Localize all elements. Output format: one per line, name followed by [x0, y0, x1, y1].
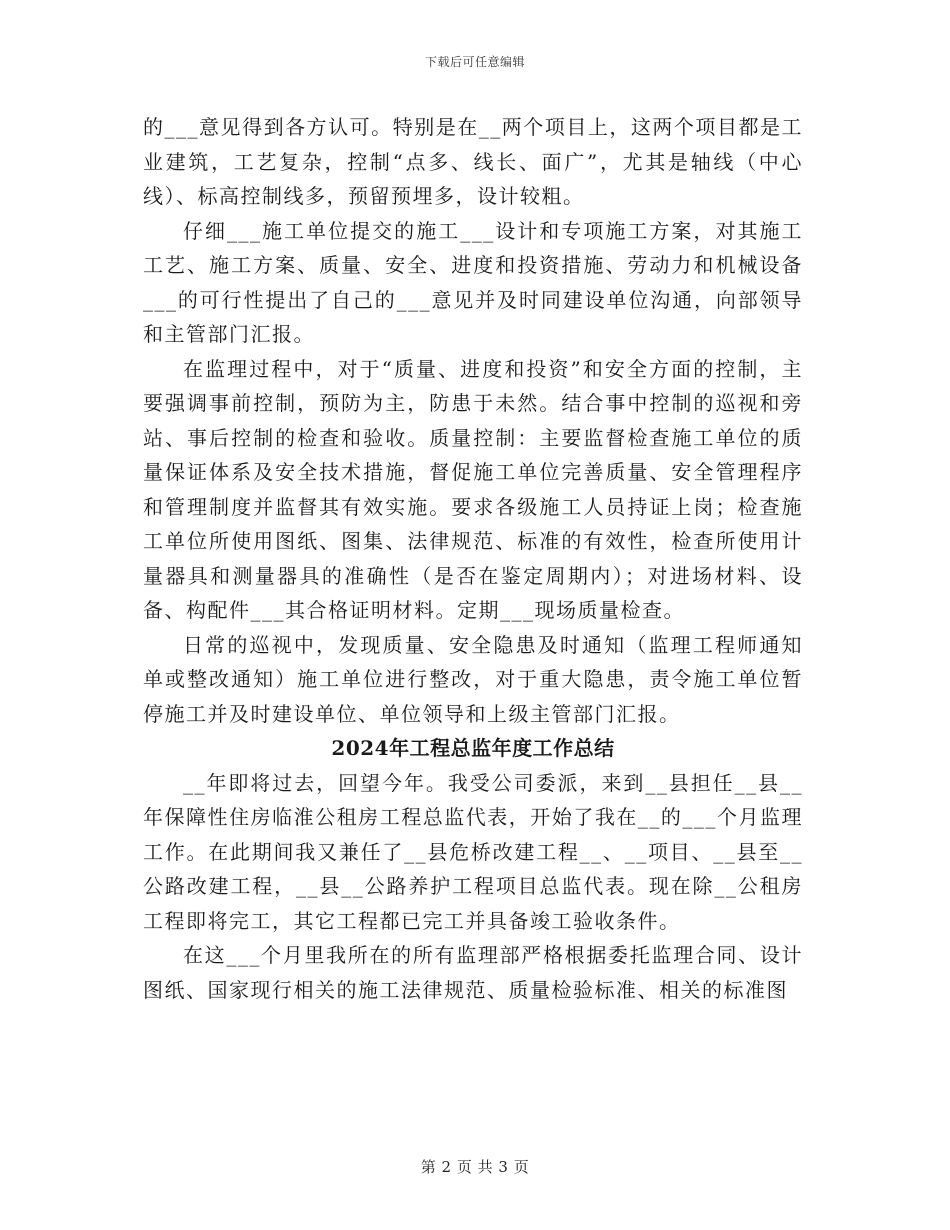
paragraph-construction-plan-review: 仔细___施工单位提交的施工___设计和专项施工方案，对其施工工艺、施工方案、质量、安全、进度和投资措施、劳动力和机械设备___的可行性提出了自己的___意见并及时同建设单位沟通，向部领导和主管部门汇报。: [143, 218, 803, 346]
paragraph-continuation: 的___意见得到各方认可。特别是在__两个项目上，这两个项目都是工业建筑，工艺复杂，控制“点多、线长、面广”，尤其是轴线（中心线）、标高控制线多，预留预埋多，设计较粗。: [143, 115, 803, 208]
paragraph-daily-inspection: 日常的巡视中，发现质量、安全隐患及时通知（监理工程师通知单或整改通知）施工单位进行整改，对于重大隐患，责令施工单位暂停施工并及时建设单位、单位领导和上级主管部门汇报。: [143, 632, 803, 726]
paragraph-supervision-basis: 在这___个月里我所在的所有监理部严格根据委托监理合同、设计图纸、国家现行相关的施工法律规范、质量检验标准、相关的标准图: [143, 943, 803, 1002]
paragraph-year-review: __年即将过去，回望今年。我受公司委派，来到__县担任__县__年保障性住房临淮公租房工程总监代表，开始了我在__的___个月监理工作。在此期间我又兼任了__县危桥改建工程__、__项目、__县至__公路改建工程，__县__公路养护工程项目总监代表。现在除__公租房工程即将完工，其它工程都已完工并具备竣工验收条件。: [143, 770, 803, 933]
document-body: [143, 110, 803, 1007]
page-number: 第 2 页 共 3 页: [420, 1158, 530, 1176]
section-title: 2024年工程总监年度工作总结: [331, 736, 615, 760]
paragraph-supervision-control: 在监理过程中，对于“质量、进度和投资”和安全方面的控制，主要强调事前控制，预防为主，防患于未然。结合事中控制的巡视和旁站、事后控制的检查和验收。质量控制：主要监督检查施工单位的质量保证体系及安全技术措施，督促施工单位完善质量、安全管理程序和管理制度并监督其有效实施。要求各级施工人员持证上岗；检查施工单位所使用图纸、图集、法律规范、标准的有效性，检查所使用计量器具和测量器具的准确性（是否在鉴定周期内）；对进场材料、设备、构配件___其合格证明材料。定期___现场质量检查。: [143, 356, 803, 622]
page-header-note: 下载后可任意编辑: [424, 55, 525, 69]
